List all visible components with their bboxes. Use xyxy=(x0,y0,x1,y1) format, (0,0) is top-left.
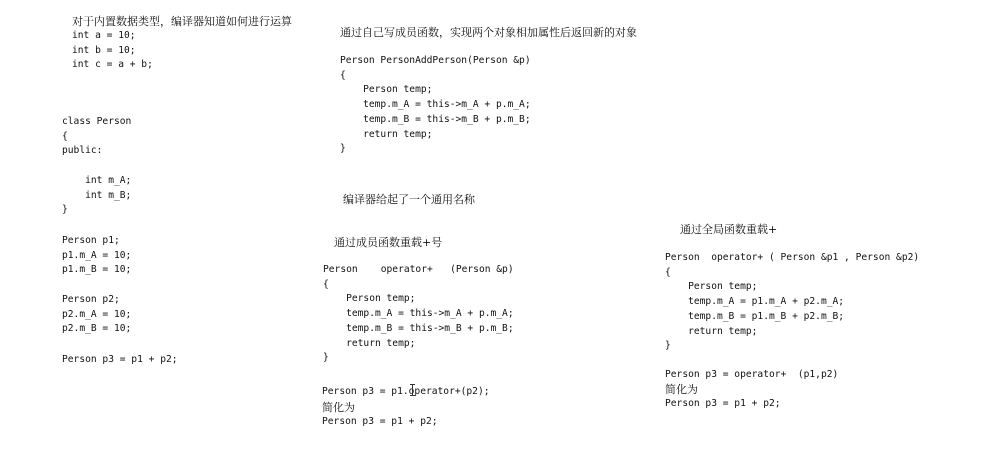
global-simplify-label: 简化为 xyxy=(665,383,698,396)
member-overload-note: 通过成员函数重载+号 xyxy=(334,236,443,249)
global-simplified-code: Person p3 = p1 + p2; xyxy=(665,398,781,409)
p1-init-code: Person p1; p1.m_A = 10; p1.m_B = 10; xyxy=(62,235,132,276)
member-function-code: Person PersonAddPerson(Person &p) { Person temp; temp.m_A = this->m_A + p.m_A; temp.m_B = this->m_B + p.m_B; return temp; } xyxy=(340,55,531,155)
member-function-note: 通过自己写成员函数，实现两个对象相加属性后返回新的对象 xyxy=(340,26,637,39)
global-overload-code: Person operator+ ( Person &p1 , Person &p2) { Person temp; temp.m_A = p1.m_A + p2.m_A; temp.m_B = p1.m_B + p2.m_B; return temp; } xyxy=(665,252,920,352)
global-call-code: Person p3 = operator+ (p1,p2) xyxy=(665,369,839,380)
common-name-note: 编译器给起了一个通用名称 xyxy=(343,193,475,206)
p2-init-code: Person p2; p2.m_A = 10; p2.m_B = 10; xyxy=(62,294,132,335)
text-cursor-icon xyxy=(412,384,414,396)
member-simplify-label: 简化为 xyxy=(322,401,355,414)
person-class-code: class Person { public: int m_A; int m_B; } xyxy=(62,116,132,216)
member-overload-code: Person operator+ (Person &p) { Person temp; temp.m_A = this->m_A + p.m_A; temp.m_B = this->m_B + p.m_B; return temp; } xyxy=(323,264,514,364)
member-simplified-code: Person p3 = p1 + p2; xyxy=(322,416,438,427)
global-overload-note: 通过全局函数重载+ xyxy=(680,223,778,236)
builtin-types-code: int a = 10; int b = 10; int c = a + b; xyxy=(72,30,153,71)
member-call-code: Person p3 = p1.operator+(p2); xyxy=(322,386,490,397)
p3-add-code: Person p3 = p1 + p2; xyxy=(62,354,178,365)
builtin-types-note: 对于内置数据类型，编译器知道如何进行运算 xyxy=(72,15,292,28)
